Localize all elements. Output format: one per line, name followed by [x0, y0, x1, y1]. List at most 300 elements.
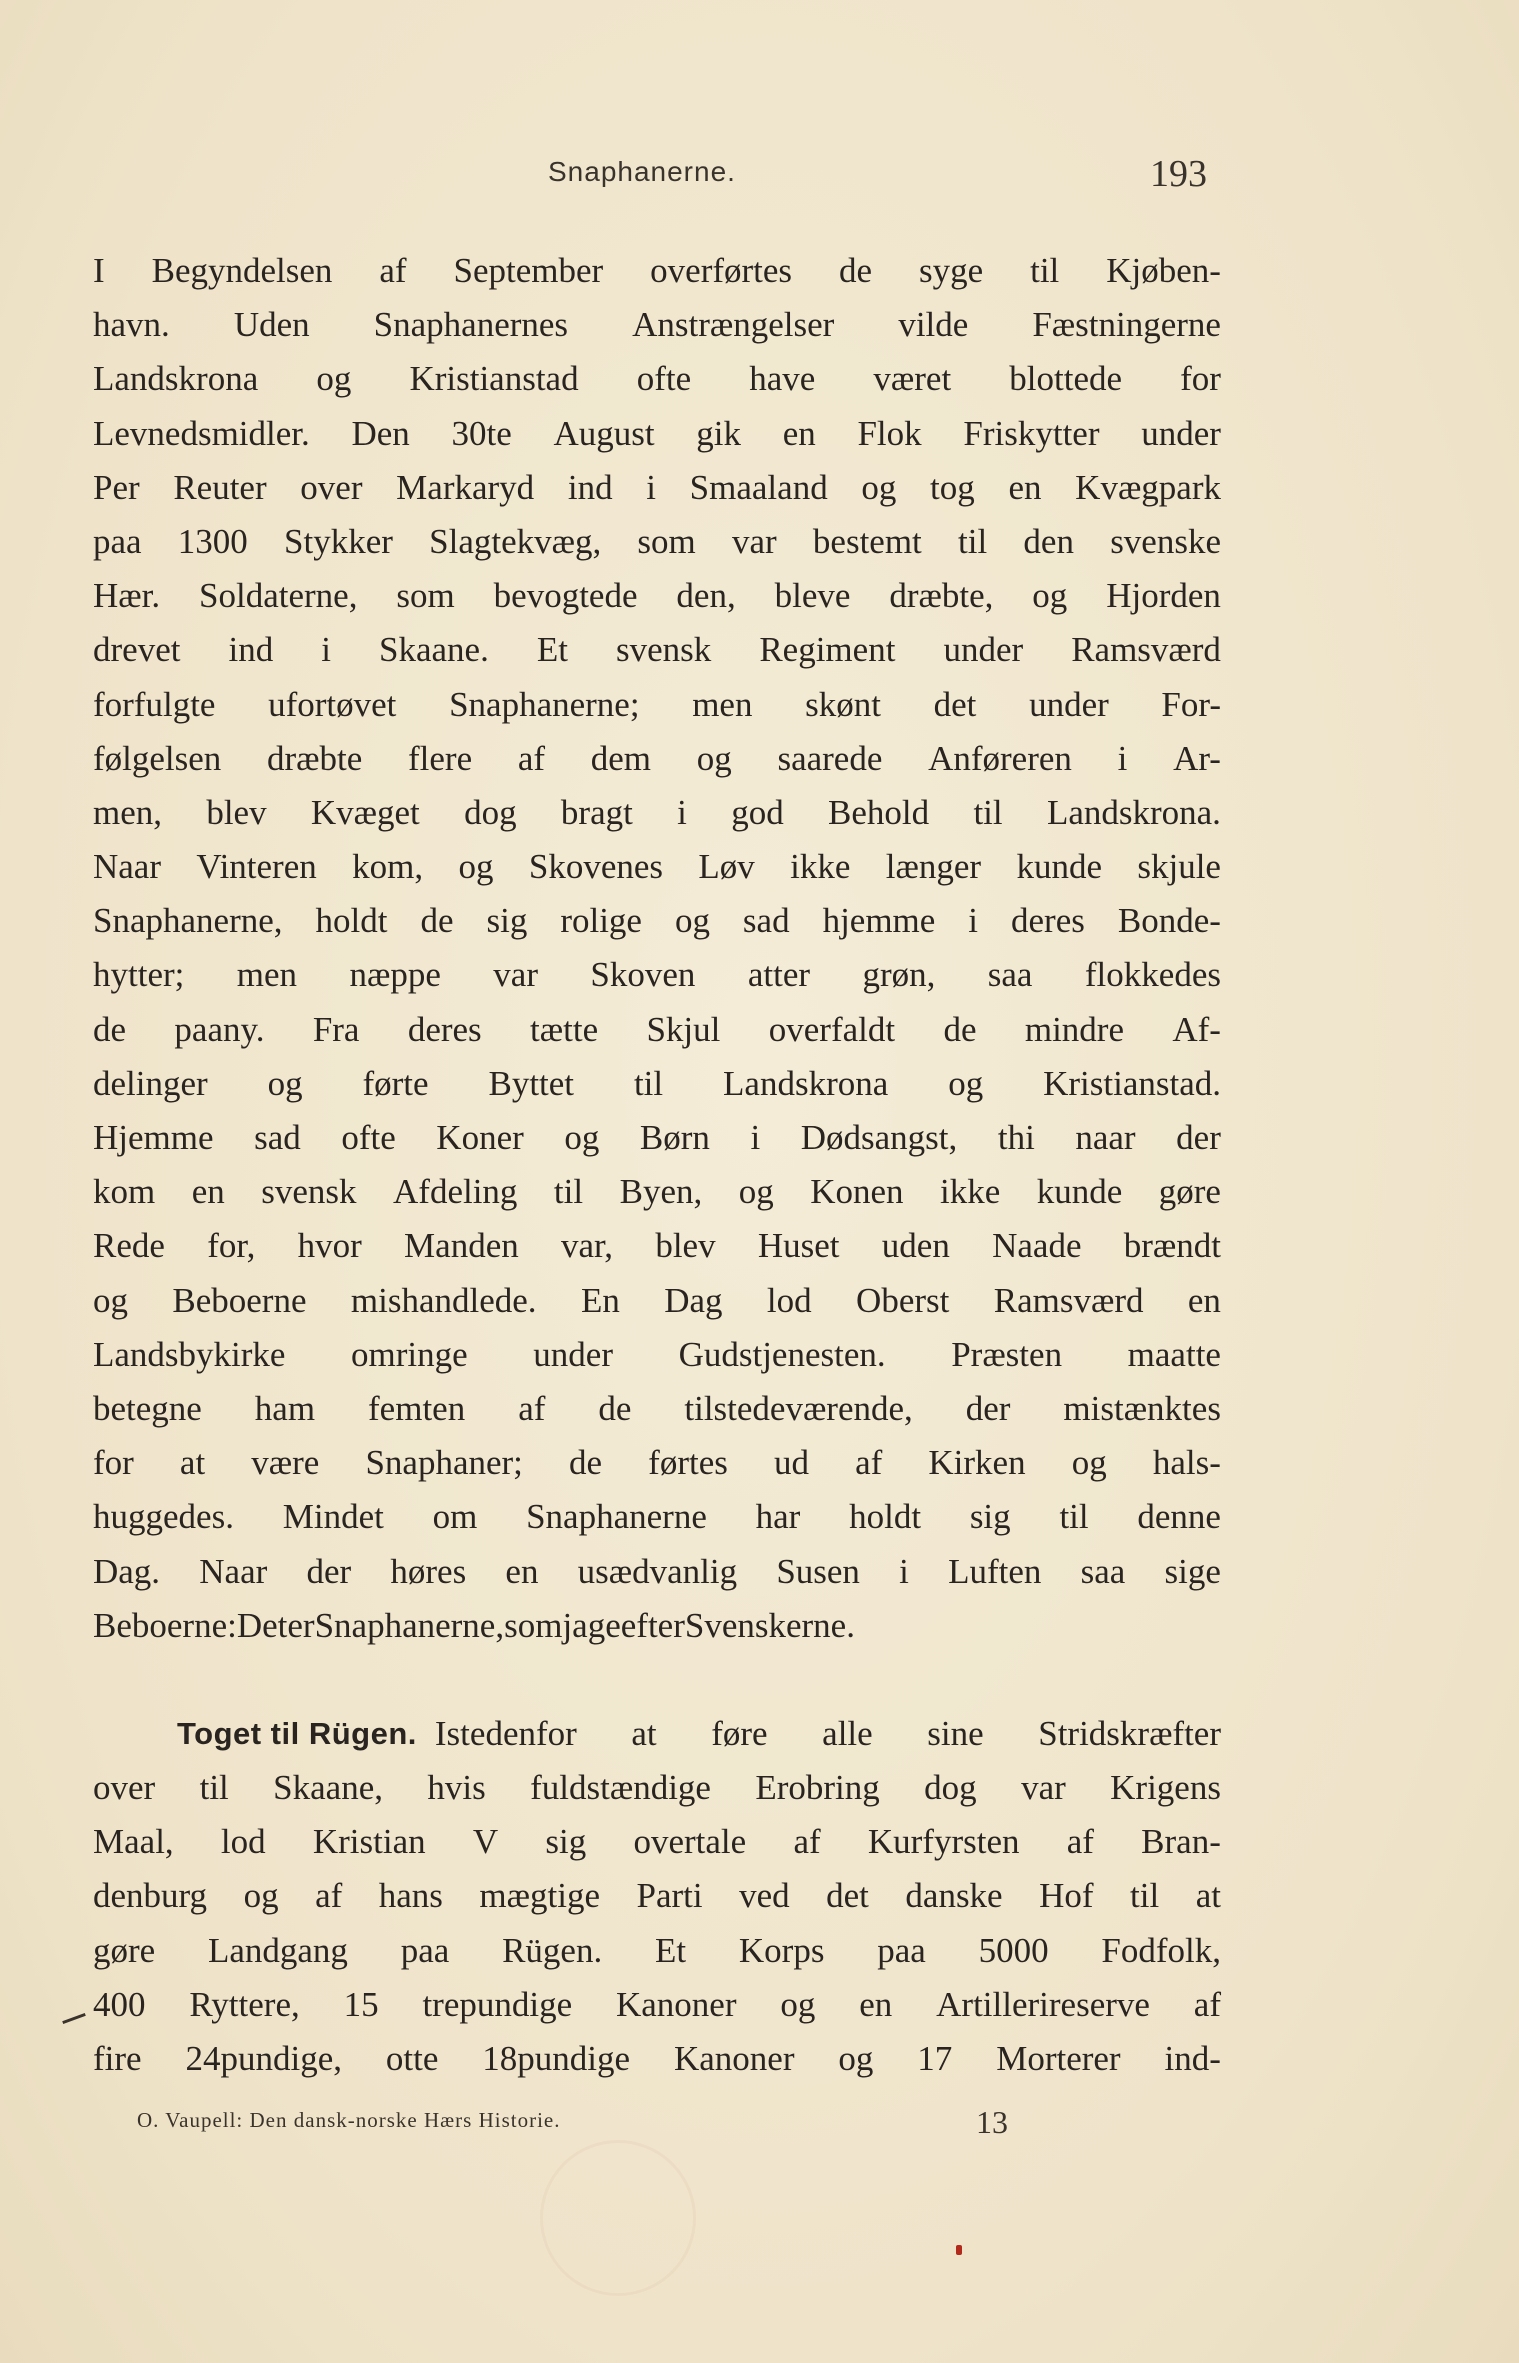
word: Smaaland — [689, 467, 828, 507]
word: ofte — [636, 359, 692, 399]
ink-speck — [956, 2245, 962, 2255]
word: Manden — [404, 1226, 519, 1266]
word: og — [1032, 576, 1068, 616]
word: bleve — [774, 576, 851, 616]
word: føre — [711, 1713, 768, 1753]
word: i — [899, 1551, 909, 1591]
word: Kjøben- — [1106, 251, 1221, 290]
word: Stridskræfter — [1038, 1713, 1221, 1753]
word: den — [1023, 521, 1074, 561]
word: brændt — [1123, 1226, 1221, 1266]
word: deres — [1011, 901, 1085, 941]
word: Regiment — [759, 630, 896, 670]
word: dræbte, — [889, 576, 994, 616]
word: bestemt — [812, 521, 922, 561]
word: Snaphanernes — [373, 305, 569, 345]
word: og — [243, 1876, 279, 1916]
word: til — [958, 521, 988, 561]
word: holdt — [849, 1497, 922, 1537]
word: Artillerireserve — [936, 1984, 1150, 2024]
word: Byen, — [619, 1172, 703, 1212]
word: i — [677, 792, 687, 832]
word: uden — [881, 1226, 950, 1266]
text-line — [93, 461, 1221, 515]
word: saa — [1080, 1551, 1126, 1591]
word: mægtige — [479, 1876, 600, 1916]
word: af — [518, 1388, 546, 1428]
word: Bonde- — [1117, 901, 1221, 941]
word: den, — [676, 576, 736, 616]
word: var — [732, 521, 777, 561]
word: Skoven — [590, 955, 696, 995]
word: syge — [919, 251, 984, 290]
word: sig — [545, 1822, 587, 1862]
word: af — [1193, 1984, 1221, 2024]
word: i — [968, 901, 979, 941]
word: sige — [1164, 1551, 1221, 1591]
page-footer — [0, 2104, 1519, 2144]
word: Naade — [992, 1226, 1082, 1266]
word: en — [505, 1551, 539, 1591]
word: thi — [997, 1118, 1035, 1157]
word: ikke — [790, 847, 851, 887]
word: en — [782, 413, 816, 453]
word: har — [755, 1497, 801, 1537]
text-line — [93, 298, 1221, 352]
word: Behold — [828, 792, 930, 832]
word: det — [826, 1876, 869, 1916]
word: og — [458, 847, 494, 887]
word: men, — [93, 792, 163, 832]
word: Morterer — [996, 2039, 1121, 2078]
word: og — [861, 467, 897, 507]
word: Beboerne: — [93, 1605, 237, 1645]
word: Parti — [636, 1876, 703, 1916]
word: skjule — [1137, 847, 1221, 887]
text-line — [93, 1111, 1221, 1165]
word: Anføreren — [928, 738, 1072, 778]
text-line — [93, 1815, 1221, 1869]
word: Snaphanerne, — [93, 901, 283, 941]
word: Kirken — [928, 1443, 1026, 1483]
word: usædvanlig — [577, 1551, 738, 1591]
word: for — [1180, 359, 1221, 399]
word: som — [637, 521, 696, 561]
text-line — [93, 786, 1221, 840]
word: til — [1030, 251, 1060, 290]
text-line — [93, 840, 1221, 894]
running-head — [0, 152, 1519, 202]
text-line — [93, 1165, 1221, 1219]
word: hvis — [427, 1768, 486, 1808]
word: Landsbykirke — [93, 1334, 286, 1374]
word: Soldaterne, — [199, 576, 358, 616]
word: til — [553, 1172, 584, 1212]
word: at — [1195, 1876, 1221, 1916]
word: til — [1059, 1497, 1089, 1537]
word: dog — [464, 792, 517, 832]
word: Landskrona — [723, 1063, 889, 1103]
word: 18pundige — [482, 2039, 631, 2078]
word: og — [738, 1172, 774, 1212]
word: Kristianstad — [409, 359, 579, 399]
text-line — [93, 1761, 1221, 1815]
word: at — [179, 1443, 206, 1483]
word: Det — [236, 1605, 288, 1645]
word: kunde — [1016, 847, 1102, 887]
word: Stykker — [284, 521, 393, 561]
running-title: Snaphanerne. — [548, 156, 736, 187]
word: rolige — [560, 901, 642, 941]
word: blottede — [1009, 359, 1123, 399]
word: Snaphanerne — [526, 1497, 707, 1537]
word: Konen — [810, 1172, 904, 1212]
word: Afdeling — [393, 1172, 518, 1212]
word: tætte — [530, 1009, 599, 1049]
word: paa — [93, 521, 142, 561]
word: flere — [408, 738, 473, 778]
word: af — [1066, 1822, 1094, 1862]
word: Hof — [1039, 1876, 1094, 1916]
word: det — [933, 684, 977, 724]
word: dem — [590, 738, 652, 778]
word: følgelsen — [93, 738, 222, 778]
word: for, — [207, 1226, 256, 1266]
word: og — [780, 1984, 816, 2024]
margin-mark — [62, 2013, 86, 2024]
word: sig — [969, 1497, 1011, 1537]
word: Fæstningerne — [1032, 305, 1221, 345]
word: Huset — [757, 1226, 840, 1266]
word: de — [569, 1443, 603, 1483]
word: 24pundige, — [185, 2039, 342, 2078]
word: fuldstændige — [530, 1768, 711, 1808]
word: Byttet — [488, 1063, 575, 1103]
word: alle — [822, 1713, 873, 1753]
word: over — [300, 467, 363, 507]
word: Ramsværd — [993, 1280, 1144, 1320]
word: V — [472, 1822, 499, 1862]
word: denne — [1137, 1497, 1221, 1537]
word: Bran- — [1141, 1822, 1221, 1862]
paragraph-1 — [93, 244, 1221, 1653]
word: Reuter — [173, 467, 267, 507]
word: have — [749, 359, 816, 399]
word: Skovenes — [528, 847, 664, 887]
library-stamp-ghost — [540, 2140, 696, 2296]
text-line — [93, 1328, 1221, 1382]
paragraph-2 — [93, 1707, 1221, 2086]
word: blev — [655, 1226, 716, 1266]
word: hytter; — [93, 955, 185, 995]
paragraph-gap — [93, 1653, 1221, 1707]
word: og — [316, 359, 352, 399]
word: og — [674, 901, 710, 941]
word: Ramsværd — [1071, 630, 1221, 670]
word: 400 — [93, 1984, 146, 2024]
word: der — [306, 1551, 352, 1591]
word: gøre — [1158, 1172, 1221, 1212]
word: ufortøvet — [268, 684, 397, 724]
word: for — [93, 1443, 134, 1483]
word: en — [191, 1172, 225, 1212]
word: Landskrona. — [1046, 792, 1221, 832]
word: Fodfolk, — [1101, 1930, 1221, 1970]
word: Anstrængelser — [632, 305, 835, 345]
word: ofte — [341, 1118, 396, 1157]
word: førtes — [648, 1443, 728, 1483]
word: bragt — [560, 792, 633, 832]
word: er — [287, 1605, 315, 1645]
word: ved — [739, 1876, 790, 1916]
word: 15 — [343, 1984, 379, 2024]
text-line — [93, 1924, 1221, 1978]
word: som — [396, 576, 455, 616]
word: svenske — [1110, 521, 1221, 561]
word: Et — [655, 1930, 687, 1970]
word: Krigens — [1110, 1768, 1221, 1808]
word: skønt — [805, 684, 881, 724]
word: paany. — [174, 1009, 265, 1049]
word: femten — [368, 1388, 466, 1428]
word: under — [1141, 413, 1221, 453]
word: Erobring — [755, 1768, 880, 1808]
word: Snaphanerne; — [449, 684, 640, 724]
word: jage — [562, 1605, 621, 1645]
word: de — [839, 251, 873, 290]
word: flokkedes — [1084, 955, 1221, 995]
word: Ar- — [1173, 738, 1221, 778]
word: En — [580, 1280, 620, 1320]
word: fire — [93, 2039, 142, 2078]
word: til — [633, 1063, 664, 1103]
word: Hjorden — [1106, 576, 1221, 616]
text-line — [93, 515, 1221, 569]
word: i — [646, 467, 656, 507]
word: sig — [486, 901, 528, 941]
word: drevet — [93, 630, 181, 670]
word: ind — [567, 467, 613, 507]
word: Ryttere, — [189, 1984, 300, 2024]
word: under — [943, 630, 1024, 670]
word: Skaane, — [273, 1768, 383, 1808]
word: danske — [905, 1876, 1003, 1916]
word: men — [692, 684, 753, 724]
text-line — [93, 352, 1221, 406]
word: omringe — [351, 1334, 468, 1374]
page-number: 193 — [1150, 153, 1207, 195]
word: af — [793, 1822, 821, 1862]
word: kom, — [352, 847, 424, 887]
word: dræbte — [267, 738, 363, 778]
text-line — [93, 623, 1221, 677]
word: Naar — [199, 1551, 268, 1591]
word: til — [1130, 1876, 1160, 1916]
word: af — [315, 1876, 343, 1916]
text-line — [93, 732, 1221, 786]
text-line — [93, 1382, 1221, 1436]
text-line — [93, 948, 1221, 1002]
word: Begyndelsen — [151, 251, 333, 290]
footer-citation: O. Vaupell: Den dansk-norske Hærs Historie. — [137, 2108, 561, 2132]
word: lod — [766, 1280, 812, 1320]
word: otte — [385, 2039, 439, 2078]
word: og — [267, 1063, 303, 1103]
text-line — [93, 1274, 1221, 1328]
word: kom — [93, 1172, 156, 1212]
word: sad — [254, 1118, 301, 1157]
word: delinger — [93, 1063, 208, 1103]
word: dog — [924, 1768, 977, 1808]
word: tilstedeværende, — [684, 1388, 913, 1428]
word: I — [93, 251, 105, 290]
word: denburg — [93, 1876, 208, 1916]
word: til — [199, 1768, 229, 1808]
word: af — [855, 1443, 883, 1483]
word: Kvægpark — [1075, 467, 1221, 507]
word: Vinteren — [196, 847, 317, 887]
word: deres — [407, 1009, 482, 1049]
word: være — [251, 1443, 320, 1483]
word: var, — [561, 1226, 614, 1266]
word: Skjul — [646, 1009, 721, 1049]
word: grøn, — [862, 955, 936, 995]
word: betegne — [93, 1388, 202, 1428]
word: til — [973, 792, 1003, 832]
word: og — [948, 1063, 984, 1103]
word: 1300 — [177, 521, 248, 561]
word: Snaphanerne, — [314, 1605, 505, 1645]
word: hvor — [297, 1226, 362, 1266]
word: Landgang — [207, 1930, 348, 1970]
word: under — [1029, 684, 1109, 724]
word: sad — [742, 901, 790, 941]
word: i — [321, 630, 331, 670]
word: efter — [620, 1605, 685, 1645]
word: naar — [1075, 1118, 1136, 1157]
word: Mindet — [282, 1497, 384, 1537]
word: en — [1187, 1280, 1221, 1320]
word: overfaldt — [768, 1009, 896, 1049]
word: Markaryd — [396, 467, 535, 507]
word: Rede — [93, 1226, 165, 1266]
word: Flok — [857, 413, 922, 453]
text-line-remainder — [435, 1707, 1221, 1761]
word: saa — [987, 955, 1033, 995]
word: en — [859, 1984, 893, 2024]
word: overtale — [633, 1822, 747, 1862]
word: mindre — [1024, 1009, 1124, 1049]
word: September — [453, 251, 604, 290]
word: været — [873, 359, 952, 399]
word: blev — [206, 792, 267, 832]
word: og — [564, 1118, 600, 1157]
word: god — [731, 792, 784, 832]
word: Gudstjenesten. — [678, 1334, 886, 1374]
word: men — [236, 955, 298, 995]
word: Korps — [738, 1930, 825, 1970]
text-line — [93, 407, 1221, 461]
word: Kurfyrsten — [867, 1822, 1020, 1862]
word: de — [943, 1009, 977, 1049]
word: der — [1176, 1118, 1221, 1157]
word: huggedes. — [93, 1497, 234, 1537]
word: ind — [228, 630, 274, 670]
word: Løv — [698, 847, 755, 887]
word: hals- — [1152, 1443, 1221, 1483]
word: vilde — [898, 305, 969, 345]
word: var — [493, 955, 538, 995]
word: gik — [696, 413, 742, 453]
word: Dødsangst, — [800, 1118, 958, 1157]
word: som — [504, 1605, 563, 1645]
word: var — [1021, 1768, 1066, 1808]
word: forfulgte — [93, 684, 216, 724]
word: svensk — [616, 630, 712, 670]
word: Dag — [664, 1280, 723, 1320]
word: ind- — [1164, 2039, 1221, 2078]
word: Kristian — [312, 1822, 426, 1862]
word: Kanoner — [673, 2039, 795, 2078]
word: i — [1117, 738, 1128, 778]
word: ud — [773, 1443, 809, 1483]
word: af — [379, 251, 407, 290]
word: Et — [536, 630, 568, 670]
word: de — [598, 1388, 632, 1428]
word: og — [1071, 1443, 1107, 1483]
word: høres — [390, 1551, 467, 1591]
word: Uden — [233, 305, 310, 345]
text-line — [93, 1490, 1221, 1544]
word: Rügen. — [502, 1930, 603, 1970]
word: en — [1008, 467, 1042, 507]
text-line — [93, 1545, 1221, 1599]
word: om — [432, 1497, 478, 1537]
word: i — [750, 1118, 761, 1157]
word: Hjemme — [93, 1118, 214, 1157]
word: de — [93, 1009, 127, 1049]
word: Kvæget — [310, 792, 420, 832]
word: Præsten — [951, 1334, 1063, 1374]
text-line — [93, 894, 1221, 948]
word: havn. — [93, 305, 170, 345]
signature-mark: 13 — [976, 2104, 1008, 2140]
word: mistænktes — [1063, 1388, 1221, 1428]
word: Kanoner — [616, 1984, 737, 2024]
word: Kristianstad. — [1043, 1063, 1221, 1103]
word: der — [965, 1388, 1011, 1428]
word: August — [553, 413, 655, 453]
word: og — [696, 738, 732, 778]
word: trepundige — [422, 1984, 573, 2024]
text-line — [93, 244, 1221, 298]
word: sine — [927, 1713, 984, 1753]
text-line — [93, 1869, 1221, 1923]
text-line — [93, 1599, 1221, 1653]
word: og — [838, 2039, 874, 2078]
section-heading-line — [93, 1707, 1221, 1761]
word: Koner — [436, 1118, 524, 1157]
word: ham — [254, 1388, 316, 1428]
word: hans — [378, 1876, 443, 1916]
word: af — [517, 738, 546, 778]
word: Istedenfor — [434, 1713, 577, 1753]
text-line — [93, 678, 1221, 732]
word: Oberst — [856, 1280, 950, 1320]
word: at — [631, 1713, 657, 1753]
word: Naar — [93, 847, 162, 887]
word: Per — [93, 467, 140, 507]
